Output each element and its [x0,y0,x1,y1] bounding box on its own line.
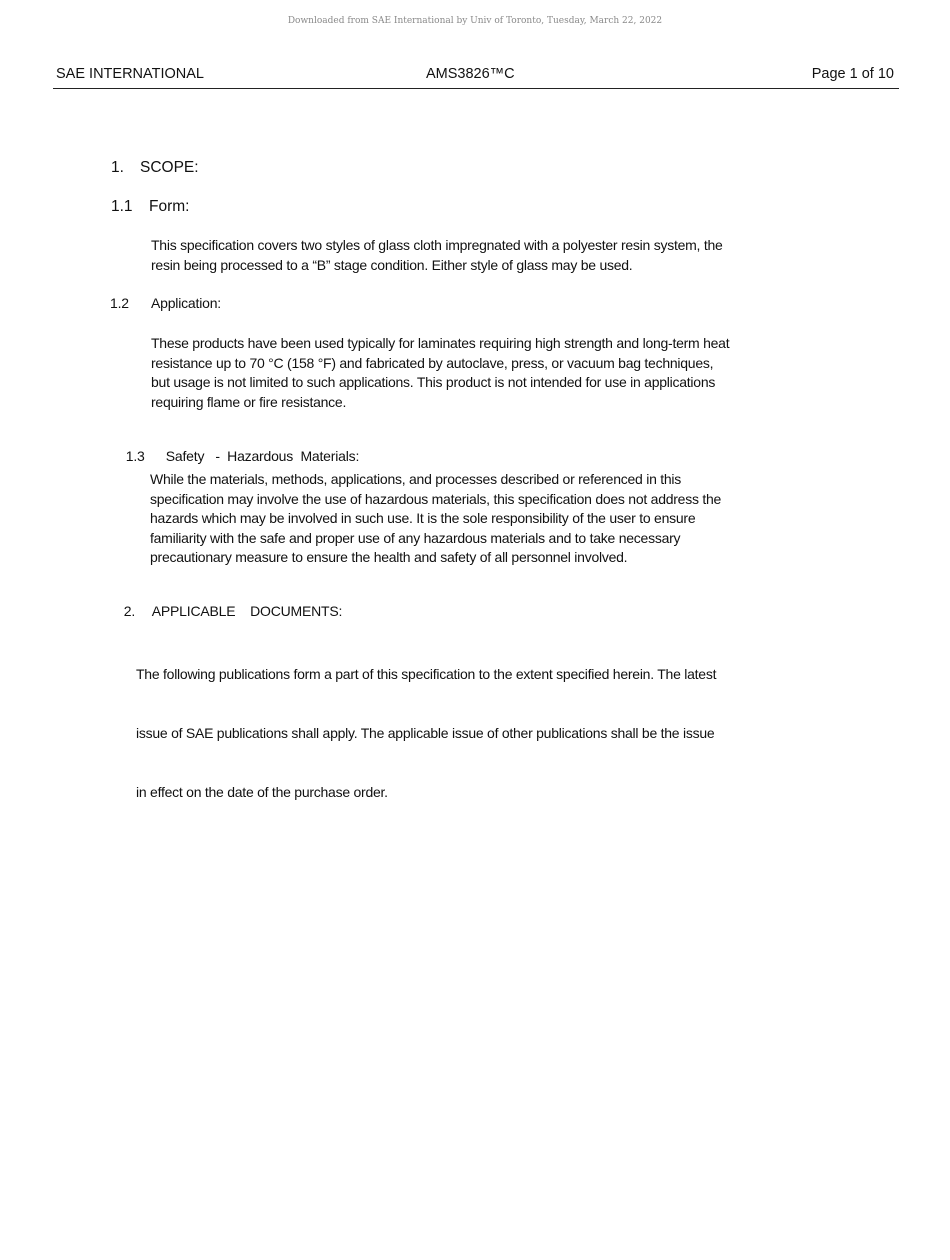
paragraph-line: resistance up to 70 °C (158 °F) and fabricated by autoclave, press, or vacuum bag techniques, [151,354,714,371]
paragraph-line: While the materials, methods, applications, and processes described or referenced in this [150,471,682,487]
paragraph-line: specification may involve the use of hazardous materials, this specification does not address the [150,490,722,507]
download-watermark: Downloaded from SAE International by Univ of Toronto, Tuesday, March 22, 2022 [287,16,663,26]
section-number: 1. [111,159,124,176]
paragraph-line: These products have been used typically for laminates requiring high strength and long-term heat [151,335,730,351]
header-doc-id: AMS3826™C [426,66,515,82]
paragraph-line: issue of SAE publications shall apply. The applicable issue of other publications shall be the issue [136,724,715,741]
paragraph-line: hazards which may be involved in such use. It is the sole responsibility of the user to ensure [150,510,696,527]
section-title: Application: [151,295,221,311]
paragraph-safety [150,470,721,568]
paragraph-line: but usage is not limited to such applications. This product is not intended for use in applications [151,374,716,391]
section-number: 1.2 [110,295,129,311]
section-heading-form [111,198,189,216]
section-heading-application [110,295,221,311]
section-heading-scope [111,159,199,177]
section-title: Form: [149,198,190,215]
section-title: APPLICABLE DOCUMENTS: [151,603,343,619]
paragraph-form [151,236,723,275]
section-title: SCOPE: [140,159,199,176]
section-number: 2. [123,603,136,619]
paragraph-line: requiring flame or fire resistance. [151,393,347,410]
section-number: 1.3 [125,448,145,464]
section-title: Safety - Hazardous Materials: [165,448,360,464]
page-header [53,66,899,89]
paragraph-application [151,334,729,412]
header-page-number: Page 1 of 10 [811,66,894,82]
paragraph-line: precautionary measure to ensure the health and safety of all personnel involved. [150,549,628,566]
header-org: SAE INTERNATIONAL [56,66,204,82]
paragraph-line: resin being processed to a “B” stage condition. Either style of glass may be used. [151,256,633,273]
paragraph-line: familiarity with the safe and proper use of any hazardous materials and to take necessary [150,529,681,546]
paragraph-applicable-documents [136,626,716,842]
paragraph-line: This specification covers two styles of glass cloth impregnated with a polyester resin system, the [151,237,723,253]
section-number: 1.1 [111,198,133,215]
paragraph-line: in effect on the date of the purchase order. [136,783,388,800]
paragraph-line: The following publications form a part of this specification to the extent specified herein. The latest [136,666,717,683]
